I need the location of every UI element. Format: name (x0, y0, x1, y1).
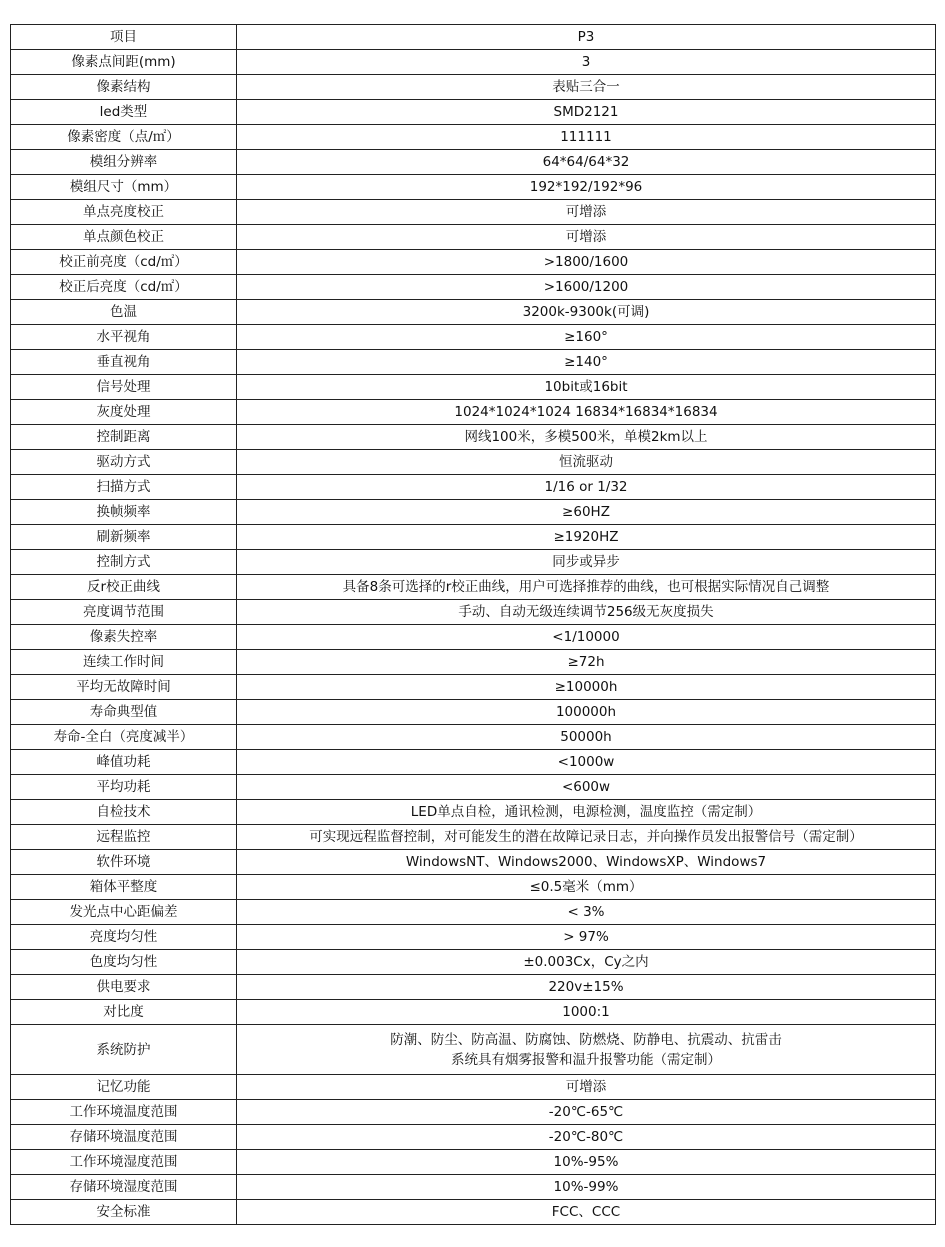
table-row (11, 775, 936, 800)
row-label: 平均功耗 (11, 775, 237, 800)
row-label: 校正后亮度（cd/㎡） (11, 275, 237, 300)
row-value: ±0.003Cx，Cy之内 (237, 950, 936, 975)
row-label: 模组尺寸（mm） (11, 175, 237, 200)
table-row (11, 700, 936, 725)
row-label: 工作环境湿度范围 (11, 1150, 237, 1175)
row-label: 远程监控 (11, 825, 237, 850)
row-label: 存储环境湿度范围 (11, 1175, 237, 1200)
row-label: 寿命-全白（亮度减半） (11, 725, 237, 750)
table-row (11, 50, 936, 75)
row-value: WindowsNT、Windows2000、WindowsXP、Windows7 (237, 850, 936, 875)
row-value: SMD2121 (237, 100, 936, 125)
row-value: -20℃-80℃ (237, 1125, 936, 1150)
table-row (11, 725, 936, 750)
row-label: 驱动方式 (11, 450, 237, 475)
row-value: 111111 (237, 125, 936, 150)
table-row (11, 400, 936, 425)
row-label: 垂直视角 (11, 350, 237, 375)
row-label: 校正前亮度（cd/㎡） (11, 250, 237, 275)
table-row (11, 175, 936, 200)
table-row (11, 125, 936, 150)
row-value: 恒流驱动 (237, 450, 936, 475)
table-row (11, 375, 936, 400)
table-row (11, 650, 936, 675)
row-value: ≥160° (237, 325, 936, 350)
row-label: 单点颜色校正 (11, 225, 237, 250)
table-row (11, 600, 936, 625)
row-value: P3 (237, 25, 936, 50)
row-label: 像素点间距(mm) (11, 50, 237, 75)
table-row (11, 250, 936, 275)
row-label: 箱体平整度 (11, 875, 237, 900)
row-label: 色温 (11, 300, 237, 325)
row-value: 可增添 (237, 200, 936, 225)
row-value: 3200k-9300k(可调) (237, 300, 936, 325)
row-value: 220v±15% (237, 975, 936, 1000)
row-label: 工作环境温度范围 (11, 1100, 237, 1125)
row-value: 1000:1 (237, 1000, 936, 1025)
table-row (11, 225, 936, 250)
row-value: 网线100米，多模500米，单模2km以上 (237, 425, 936, 450)
row-value: >1800/1600 (237, 250, 936, 275)
row-value: 50000h (237, 725, 936, 750)
row-label: 控制距离 (11, 425, 237, 450)
row-value: 10bit或16bit (237, 375, 936, 400)
spec-table-body (11, 25, 936, 1225)
row-value: 1/16 or 1/32 (237, 475, 936, 500)
row-value: 1024*1024*1024 16834*16834*16834 (237, 400, 936, 425)
table-row (11, 750, 936, 775)
row-label: 自检技术 (11, 800, 237, 825)
row-label: 系统防护 (11, 1025, 237, 1075)
row-value: ≥72h (237, 650, 936, 675)
table-row (11, 575, 936, 600)
row-label: 记忆功能 (11, 1075, 237, 1100)
table-row (11, 25, 936, 50)
table-row (11, 275, 936, 300)
row-label: 发光点中心距偏差 (11, 900, 237, 925)
row-value: <1000w (237, 750, 936, 775)
row-label: 刷新频率 (11, 525, 237, 550)
row-label: 峰值功耗 (11, 750, 237, 775)
table-row (11, 550, 936, 575)
table-row (11, 850, 936, 875)
row-label: 对比度 (11, 1000, 237, 1025)
row-value: ≤0.5毫米（mm） (237, 875, 936, 900)
row-label: 供电要求 (11, 975, 237, 1000)
row-label: 连续工作时间 (11, 650, 237, 675)
row-label: 平均无故障时间 (11, 675, 237, 700)
row-value: <1/10000 (237, 625, 936, 650)
row-value: 10%-95% (237, 1150, 936, 1175)
row-label: 控制方式 (11, 550, 237, 575)
row-label: 灰度处理 (11, 400, 237, 425)
table-row (11, 200, 936, 225)
row-label: 亮度调节范围 (11, 600, 237, 625)
table-row (11, 525, 936, 550)
table-row (11, 1125, 936, 1150)
row-value: -20℃-65℃ (237, 1100, 936, 1125)
row-value: <600w (237, 775, 936, 800)
table-row (11, 975, 936, 1000)
row-value: 手动、自动无级连续调节256级无灰度损失 (237, 600, 936, 625)
table-row (11, 625, 936, 650)
table-row (11, 325, 936, 350)
row-value: 10%-99% (237, 1175, 936, 1200)
table-row (11, 150, 936, 175)
row-value: < 3% (237, 900, 936, 925)
table-row (11, 675, 936, 700)
table-row (11, 1075, 936, 1100)
row-value: 可增添 (237, 1075, 936, 1100)
table-row (11, 425, 936, 450)
row-value: >1600/1200 (237, 275, 936, 300)
row-label: 项目 (11, 25, 237, 50)
table-row (11, 1200, 936, 1225)
row-value: 表贴三合一 (237, 75, 936, 100)
row-value: LED单点自检，通讯检测，电源检测，温度监控（需定制） (237, 800, 936, 825)
row-value (237, 1025, 936, 1075)
table-row (11, 1175, 936, 1200)
row-label: 扫描方式 (11, 475, 237, 500)
table-row (11, 825, 936, 850)
row-value: 100000h (237, 700, 936, 725)
spec-table (10, 24, 936, 1225)
table-row (11, 475, 936, 500)
row-value: ≥10000h (237, 675, 936, 700)
table-row (11, 100, 936, 125)
row-value: > 97% (237, 925, 936, 950)
row-value: ≥140° (237, 350, 936, 375)
row-label: 色度均匀性 (11, 950, 237, 975)
table-row (11, 1000, 936, 1025)
table-row (11, 950, 936, 975)
row-value-line: 防潮、防尘、防高温、防腐蚀、防燃烧、防静电、抗震动、抗雷击 (390, 1031, 782, 1048)
table-row (11, 925, 936, 950)
table-row (11, 875, 936, 900)
table-row (11, 350, 936, 375)
row-label: led类型 (11, 100, 237, 125)
row-value: 同步或异步 (237, 550, 936, 575)
table-row (11, 1025, 936, 1075)
row-value: 64*64/64*32 (237, 150, 936, 175)
row-value: ≥60HZ (237, 500, 936, 525)
row-label: 水平视角 (11, 325, 237, 350)
table-row (11, 300, 936, 325)
row-label: 像素密度（点/㎡） (11, 125, 237, 150)
row-value: ≥1920HZ (237, 525, 936, 550)
row-value: 3 (237, 50, 936, 75)
row-label: 信号处理 (11, 375, 237, 400)
row-label: 单点亮度校正 (11, 200, 237, 225)
table-row (11, 1100, 936, 1125)
row-value: FCC、CCC (237, 1200, 936, 1225)
table-row (11, 500, 936, 525)
row-label: 安全标准 (11, 1200, 237, 1225)
row-value: 可增添 (237, 225, 936, 250)
row-value: 可实现远程监督控制，对可能发生的潜在故障记录日志，并向操作员发出报警信号（需定制） (237, 825, 936, 850)
row-label: 反r校正曲线 (11, 575, 237, 600)
row-value-line: 系统具有烟雾报警和温升报警功能（需定制） (451, 1051, 721, 1068)
table-row (11, 75, 936, 100)
row-label: 换帧频率 (11, 500, 237, 525)
row-value: 192*192/192*96 (237, 175, 936, 200)
row-label: 存储环境温度范围 (11, 1125, 237, 1150)
row-value: 具备8条可选择的r校正曲线，用户可选择推荐的曲线，也可根据实际情况自己调整 (237, 575, 936, 600)
table-row (11, 800, 936, 825)
row-label: 像素失控率 (11, 625, 237, 650)
table-row (11, 1150, 936, 1175)
table-row (11, 450, 936, 475)
row-label: 模组分辨率 (11, 150, 237, 175)
row-label: 软件环境 (11, 850, 237, 875)
table-row (11, 900, 936, 925)
row-label: 亮度均匀性 (11, 925, 237, 950)
row-label: 寿命典型值 (11, 700, 237, 725)
row-label: 像素结构 (11, 75, 237, 100)
